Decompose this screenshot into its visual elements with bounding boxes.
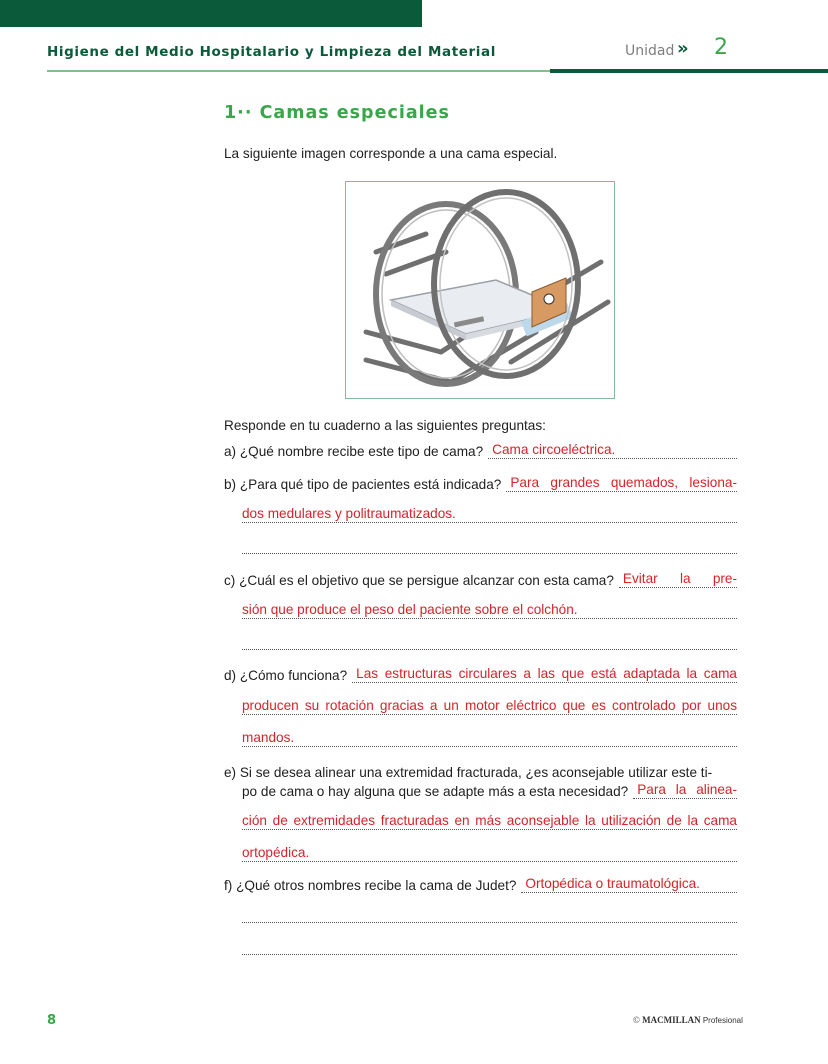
header-rule-thin (47, 70, 550, 72)
answer-f: Ortopédica o traumatológica. (521, 875, 737, 893)
blank-answer-line (242, 553, 737, 554)
copyright-symbol: © (633, 1015, 640, 1025)
question-e-line1: e) Si se desea alinear una extremidad fracturada, ¿es aconsejable utilizar este ti- (224, 765, 713, 780)
question-a-label: a) ¿Qué nombre recibe este tipo de cama? (224, 444, 484, 459)
section-title: 1·· Camas especiales (224, 103, 450, 123)
question-f (224, 875, 737, 893)
blank-answer-line (242, 922, 737, 923)
question-e-label: po de cama o hay alguna que se adapte más a esta necesidad? (242, 784, 629, 799)
answer-d-continued: producen su rotación gracias a un motor eléctrico que es controlado por unos (242, 698, 737, 713)
book-title: Higiene del Medio Hospitalario y Limpieza del Material (47, 44, 496, 60)
circoelectric-bed-illustration (346, 182, 614, 398)
blank-answer-line (242, 954, 737, 955)
answer-d-continued-2: mandos. (242, 729, 737, 747)
question-c (224, 570, 737, 588)
answer-b: Para grandes quemados, lesiona- (506, 474, 737, 492)
answer-e: Para la alinea- (633, 781, 737, 799)
unit-number: 2 (714, 35, 728, 60)
publisher-sub: Profesional (702, 1016, 743, 1025)
instructions-prompt: Responde en tu cuaderno a las siguientes preguntas: (224, 418, 546, 433)
question-e (242, 781, 737, 799)
header-color-band (0, 0, 422, 27)
blank-answer-line (242, 649, 737, 650)
unit-chevrons-icon: » (677, 38, 687, 59)
question-b-label: b) ¿Para qué tipo de pacientes está indicada? (224, 477, 502, 492)
page-number: 8 (47, 1013, 57, 1028)
question-b (224, 474, 737, 492)
answer-a: Cama circoeléctrica. (488, 441, 737, 459)
question-d-label: d) ¿Cómo funciona? (224, 668, 348, 683)
answer-c-continued: sión que produce el peso del paciente sobre el colchón. (242, 601, 737, 619)
intro-text: La siguiente imagen corresponde a una cama especial. (224, 146, 558, 161)
question-c-label: c) ¿Cuál es el objetivo que se persigue alcanzar con esta cama? (224, 573, 614, 588)
answer-d: Las estructuras circulares a las que está adaptada la cama (352, 665, 737, 683)
copyright-notice (633, 1015, 743, 1025)
answer-c: Evitar la pre- (619, 570, 737, 588)
answer-e-continued: ción de extremidades fracturadas en más aconsejable la utilización de la cama (242, 813, 737, 828)
publisher-name: MACMILLAN (642, 1015, 701, 1025)
header-rule-thick (550, 69, 828, 73)
question-a (224, 441, 737, 459)
circoelectric-bed-figure (345, 181, 615, 399)
unit-label: Unidad (625, 43, 675, 59)
question-d (224, 665, 737, 683)
question-f-label: f) ¿Qué otros nombres recibe la cama de Judet? (224, 878, 517, 893)
answer-b-continued: dos medulares y politraumatizados. (242, 505, 737, 523)
answer-e-continued-2: ortopédica. (242, 844, 737, 862)
